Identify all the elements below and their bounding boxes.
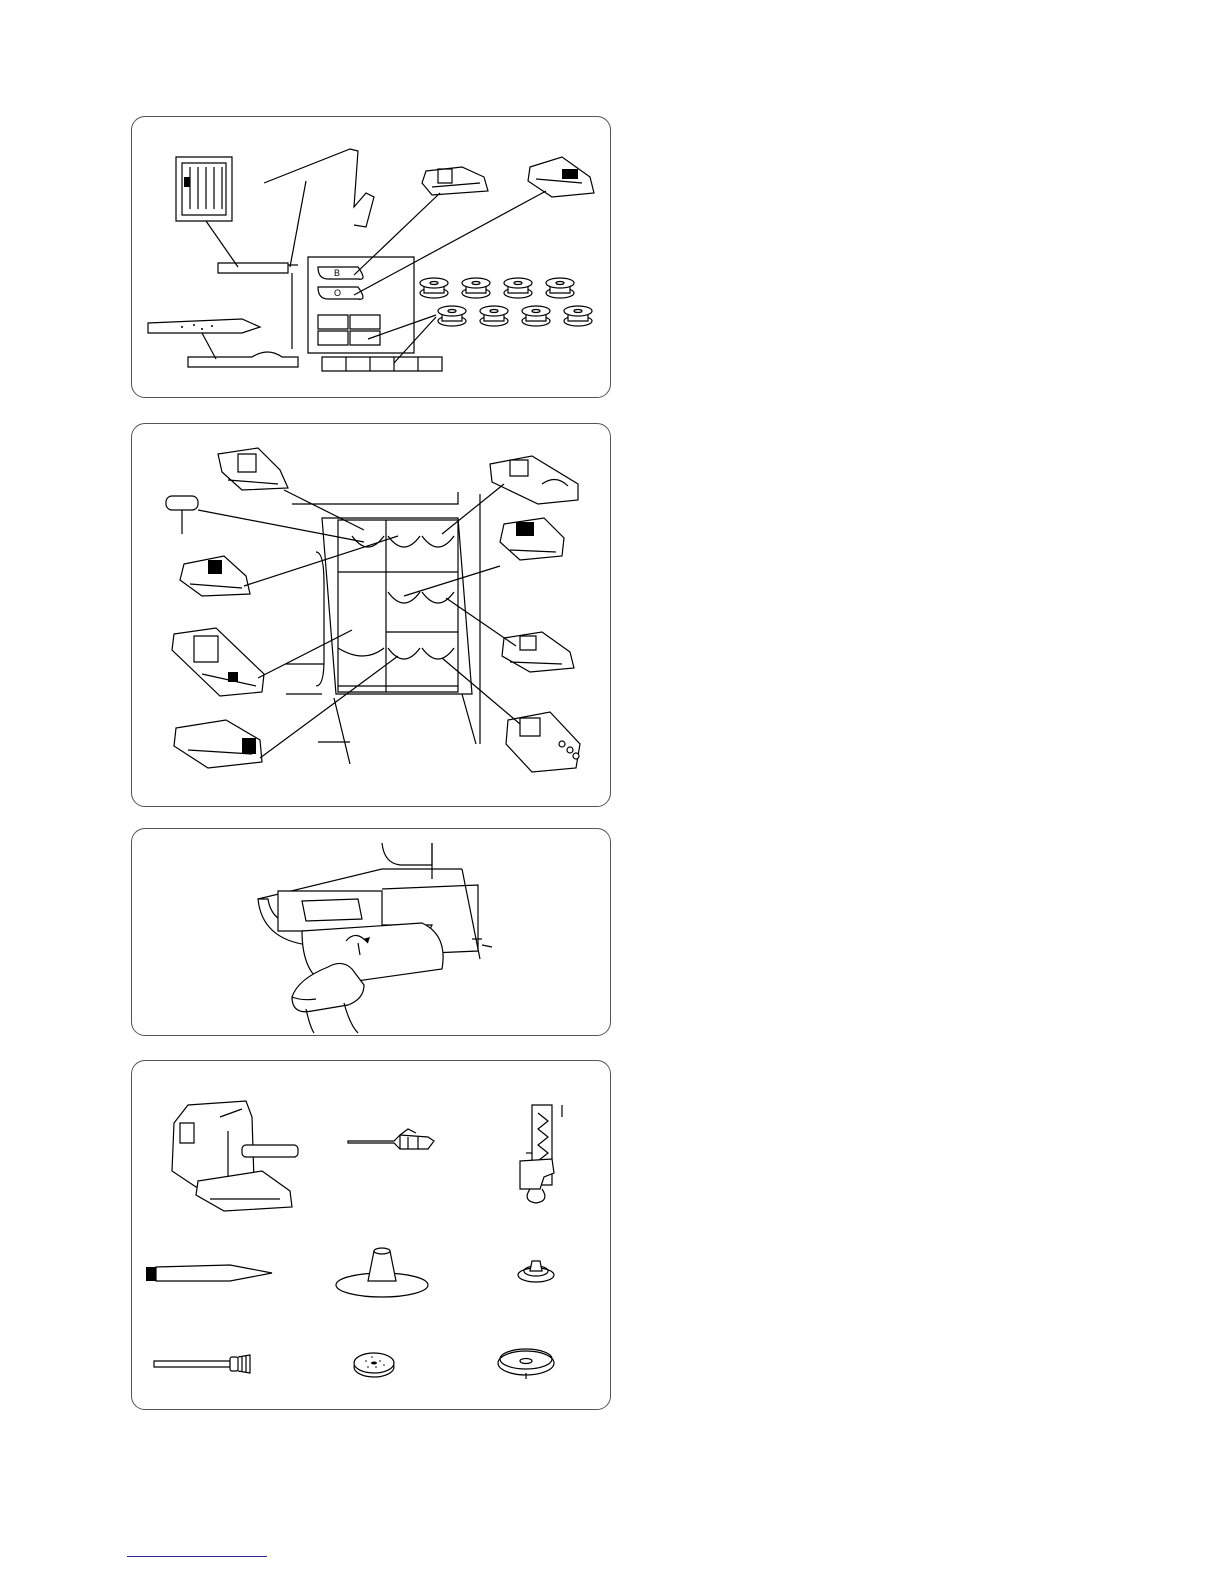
felt-pad-icon — [354, 1353, 394, 1377]
open-toe-foot-icon — [500, 518, 564, 560]
screwdriver-icon — [348, 1129, 434, 1149]
spool-cap-small-icon — [518, 1261, 554, 1282]
extra-accessories-panel — [131, 1060, 611, 1410]
accessory-tray-illustration — [132, 117, 610, 397]
blind-hem-foot-icon — [180, 556, 250, 596]
rolled-hem-foot-icon — [490, 456, 578, 504]
accessory-tray-panel — [131, 116, 611, 398]
overedge-foot-icon — [174, 720, 262, 768]
open-storage-compartment-panel — [131, 828, 611, 1036]
footnote-rule — [127, 1556, 267, 1557]
lint-brush-icon — [146, 1265, 272, 1281]
bobbins-icon — [420, 278, 592, 326]
slot-label-o: O — [334, 288, 342, 298]
extra-accessories-illustration — [132, 1061, 610, 1409]
hand-icon — [292, 963, 364, 1033]
hex-wrench-icon — [264, 149, 374, 227]
spool-holder-icon — [498, 1349, 554, 1379]
presser-foot-storage-panel — [131, 423, 611, 807]
buttonhole-foot-icon — [172, 628, 264, 696]
darning-foot-icon — [520, 1105, 562, 1203]
zipper-foot-icon — [218, 448, 288, 490]
presser-foot-b-icon — [422, 167, 488, 195]
open-compartment-illustration — [132, 829, 610, 1035]
seam-ripper-icon — [148, 319, 260, 333]
overcast-foot-icon — [528, 157, 594, 197]
foot-screw-knob-icon — [166, 496, 198, 534]
walking-foot-icon — [172, 1101, 298, 1211]
satin-stitch-foot-icon — [502, 632, 574, 672]
presser-foot-storage-illustration — [132, 424, 610, 806]
accessory-tray-outline — [188, 257, 442, 371]
leader-lines — [198, 484, 520, 758]
spool-cap-large-icon — [336, 1248, 428, 1297]
slot-label-b: B — [334, 268, 341, 278]
needle-pack-icon — [176, 157, 232, 221]
leader-lines — [202, 181, 546, 363]
spool-pin-icon — [154, 1355, 250, 1373]
